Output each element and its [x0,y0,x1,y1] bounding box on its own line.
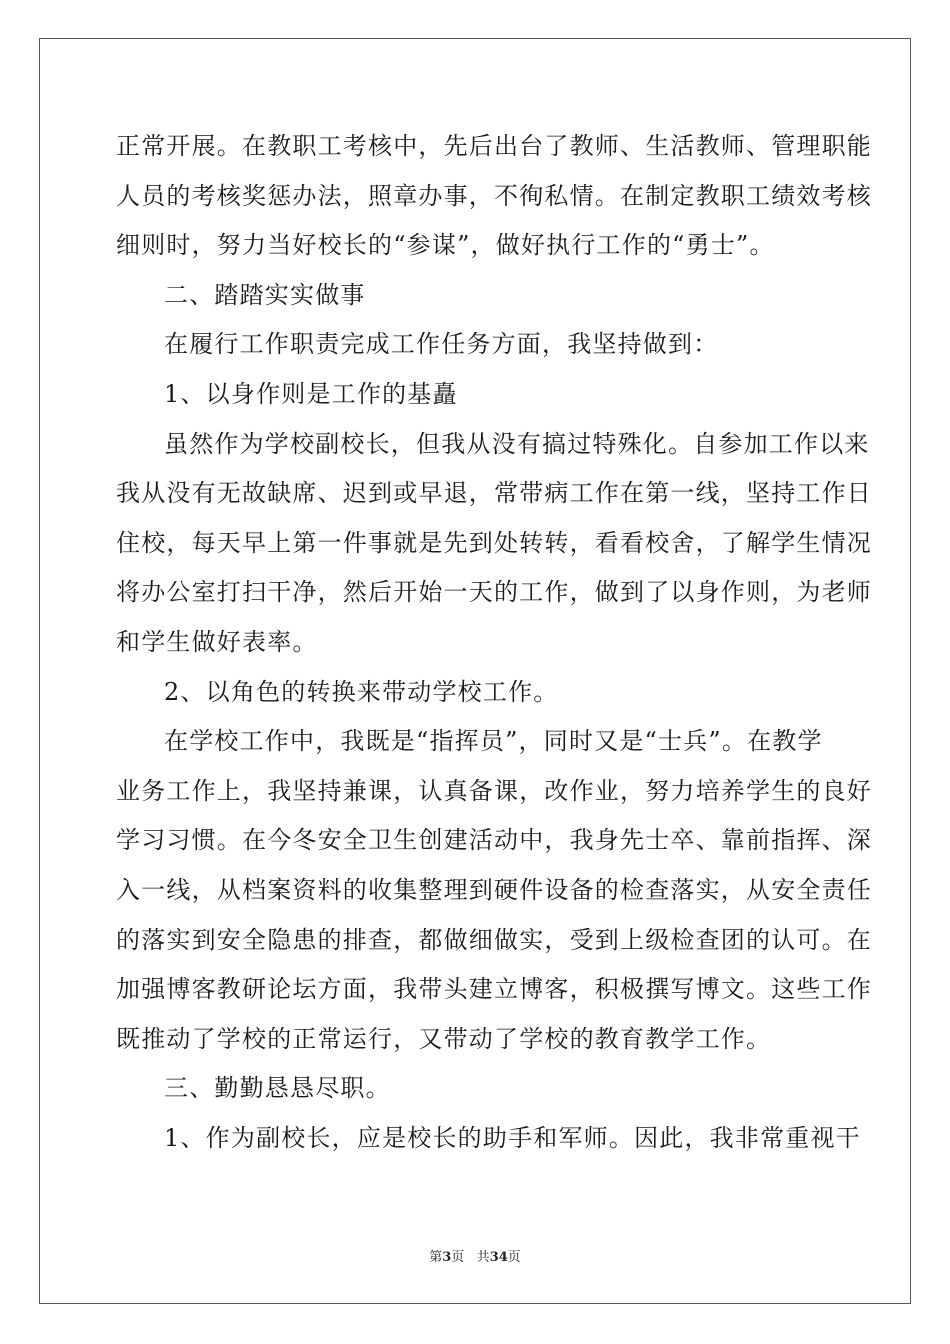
text-line: 既推动了学校的正常运行，又带动了学校的教育教学工作。 [116,1024,772,1053]
text-line: 人员的考核奖惩办法，照章办事，不徇私情。在制定教职工绩效考核 [116,181,872,210]
text-line: 1、作为副校长，应是校长的助手和军师。因此，我非常重视干 [164,1124,861,1152]
text-line: 业务工作上，我坚持兼课，认真备课，改作业，努力培养学生的良好 [116,776,872,805]
page-prefix: 第 [429,1250,443,1265]
text-line: 住校，每天早上第一件事就是先到处转转，看看校舍，了解学生情况 [116,528,872,557]
page-number: 3 [442,1250,452,1265]
text-line: 的落实到安全隐患的排查，都做细做实，受到上级检查团的认可。在 [116,925,872,954]
text-line: 细则时，努力当好校长的“参谋”，做好执行工作的“勇士”。 [116,231,775,260]
text-line: 我从没有无故缺席、迟到或早退，常带病工作在第一线，坚持工作日 [116,479,872,508]
total-pages: 34 [489,1250,508,1265]
text-line: 在学校工作中，我既是“指挥员”，同时又是“士兵”。在教学 [164,727,823,756]
total-suffix: 页 [507,1250,521,1265]
text-line: 三、勤勤恳恳尽职。 [164,1074,391,1103]
text-line: 加强博客教研论坛方面，我带头建立博客，积极撰写博文。这些工作 [116,975,872,1004]
text-line: 1、以身作则是工作的基矗 [164,380,458,408]
text-line: 入一线，从档案资料的收集整理到硬件设备的检查落实，从安全责任 [116,876,872,904]
page-suffix: 页 [451,1250,465,1265]
text-line: 虽然作为学校副校长，但我从没有搞过特殊化。自参加工作以来 [164,429,870,458]
text-line: 将办公室打扫干净，然后开始一天的工作，做到了以身作则，为老师 [116,578,872,607]
text-line: 2、以角色的转换来带动学校工作。 [164,677,559,706]
text-line: 二、踏踏实实做事 [164,280,366,309]
text-line: 学习习惯。在今冬安全卫生创建活动中，我身先士卒、靠前指挥、深 [116,826,872,855]
total-prefix: 共 [476,1250,490,1265]
page-footer [0,1246,950,1265]
text-line: 正常开展。在教职工考核中，先后出台了教师、生活教师、管理职能 [116,132,872,160]
text-line: 在履行工作职责完成工作任务方面，我坚持做到： [164,330,719,359]
text-line: 和学生做好表率。 [116,628,318,656]
